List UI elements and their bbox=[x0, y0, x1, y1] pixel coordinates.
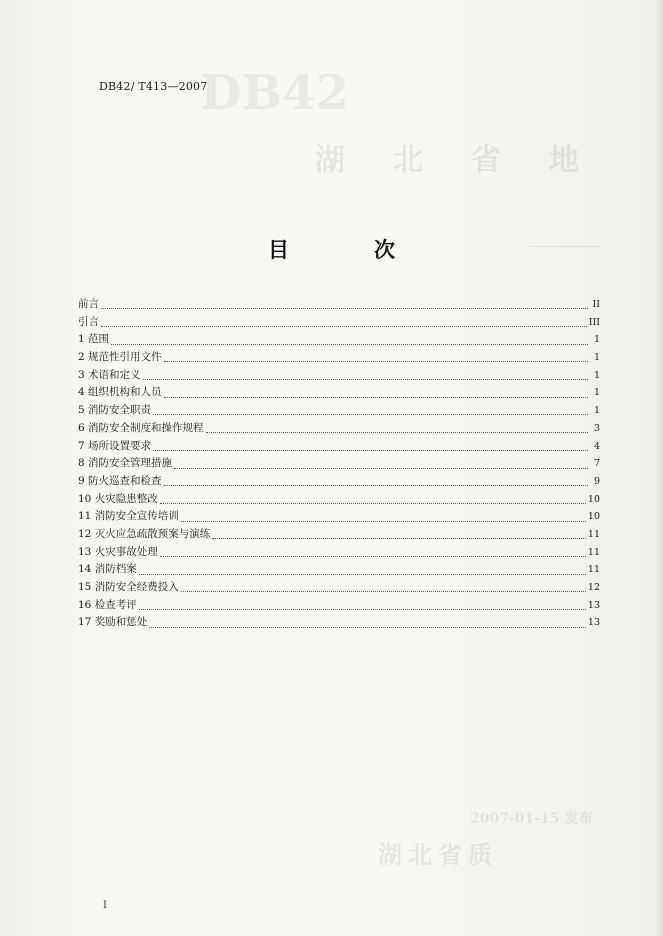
toc-entry[interactable] bbox=[78, 384, 600, 402]
page-title: 目 次 bbox=[268, 237, 427, 262]
toc-leader-dots bbox=[139, 608, 586, 610]
toc-entry[interactable] bbox=[78, 491, 600, 509]
toc-leader-dots bbox=[111, 343, 588, 345]
toc-entry-label: 10 火灾隐患整改 bbox=[78, 492, 158, 505]
toc-entry-label: 13 火灾事故处理 bbox=[78, 545, 158, 558]
toc-leader-dots bbox=[101, 325, 587, 327]
toc-leader-dots bbox=[164, 484, 588, 486]
toc-entry[interactable] bbox=[78, 455, 600, 473]
toc-entry[interactable] bbox=[78, 314, 600, 332]
toc-entry-page: 11 bbox=[587, 528, 600, 540]
toc-entry[interactable] bbox=[78, 367, 600, 385]
toc-entry-page: 1 bbox=[593, 369, 600, 381]
toc-entry-page: 11 bbox=[587, 564, 600, 576]
toc-leader-dots bbox=[164, 396, 588, 398]
toc-entry-page: 3 bbox=[593, 422, 600, 434]
toc-entry-page: 7 bbox=[593, 458, 600, 470]
toc-entry-page: 1 bbox=[593, 334, 600, 346]
toc-entry[interactable] bbox=[78, 544, 600, 562]
toc-entry[interactable] bbox=[78, 579, 600, 597]
toc-entry-page: 10 bbox=[587, 511, 600, 523]
table-of-contents bbox=[78, 296, 600, 632]
toc-entry-label: 8 消防安全管理措施 bbox=[78, 457, 173, 470]
toc-leader-dots bbox=[212, 537, 586, 539]
toc-entry-page: 1 bbox=[593, 352, 600, 364]
toc-entry-label: 9 防火巡查和检查 bbox=[78, 474, 162, 487]
bleed-through-mark: 2007-01-15 发布 bbox=[470, 811, 593, 827]
toc-entry[interactable] bbox=[78, 561, 600, 579]
toc-entry[interactable] bbox=[78, 473, 600, 491]
toc-leader-dots bbox=[139, 573, 586, 575]
toc-entry-label: 6 消防安全制度和操作规程 bbox=[78, 421, 204, 434]
toc-entry[interactable] bbox=[78, 420, 600, 438]
toc-entry-page: 4 bbox=[593, 440, 600, 452]
toc-entry-label: 12 灭火应急疏散预案与演练 bbox=[78, 527, 211, 540]
toc-entry-label: 17 奖励和惩处 bbox=[78, 616, 148, 629]
toc-leader-dots bbox=[206, 431, 588, 433]
toc-entry-label: 3 术语和定义 bbox=[78, 368, 141, 381]
toc-leader-dots bbox=[101, 307, 588, 309]
toc-leader-dots bbox=[149, 626, 586, 628]
toc-leader-dots bbox=[160, 502, 586, 504]
toc-entry-page: 12 bbox=[587, 582, 600, 593]
toc-entry-page: III bbox=[588, 316, 600, 328]
toc-entry-label: 16 检查考评 bbox=[78, 598, 137, 611]
toc-entry[interactable] bbox=[78, 331, 600, 349]
page-number: I bbox=[103, 900, 107, 911]
toc-entry-label: 4 组织机构和人员 bbox=[78, 386, 162, 399]
toc-entry-page: 9 bbox=[593, 475, 600, 487]
toc-entry[interactable] bbox=[78, 438, 600, 456]
toc-leader-dots bbox=[160, 555, 586, 557]
toc-leader-dots bbox=[153, 413, 588, 415]
toc-entry-label: 1 范围 bbox=[78, 333, 110, 346]
document-code: DB42/ T413—2007 bbox=[99, 80, 208, 93]
bleed-through-mark: 湖北省地 bbox=[315, 143, 627, 178]
toc-entry[interactable] bbox=[78, 614, 600, 632]
toc-entry-label: 15 消防安全经费投入 bbox=[78, 581, 179, 593]
toc-leader-dots bbox=[174, 467, 588, 469]
toc-entry-page: 10 bbox=[587, 493, 600, 505]
toc-entry[interactable] bbox=[78, 296, 600, 314]
toc-entry[interactable] bbox=[78, 508, 600, 526]
bleed-through-mark: DB42 bbox=[200, 65, 349, 121]
toc-entry-label: 前言 bbox=[78, 298, 99, 310]
page-edge-shadow bbox=[655, 0, 663, 936]
toc-leader-dots bbox=[143, 378, 588, 380]
toc-entry-label: 引言 bbox=[78, 315, 99, 328]
toc-leader-dots bbox=[181, 520, 586, 522]
toc-entry[interactable] bbox=[78, 526, 600, 544]
toc-entry-page: 1 bbox=[593, 405, 600, 417]
toc-entry-page: 13 bbox=[587, 617, 600, 629]
toc-entry-page: II bbox=[592, 299, 600, 310]
toc-entry-label: 2 规范性引用文件 bbox=[78, 351, 162, 364]
toc-entry-page: 11 bbox=[587, 546, 600, 558]
toc-leader-dots bbox=[181, 590, 586, 592]
toc-entry-label: 11 消防安全宣传培训 bbox=[78, 510, 179, 523]
toc-entry-label: 5 消防安全职责 bbox=[78, 404, 152, 417]
bleed-through-mark: 湖北省质 bbox=[378, 840, 498, 869]
toc-entry-label: 7 场所设置要求 bbox=[78, 439, 152, 452]
toc-entry[interactable] bbox=[78, 349, 600, 367]
toc-leader-dots bbox=[164, 360, 588, 362]
toc-entry-page: 1 bbox=[593, 387, 600, 399]
toc-entry[interactable] bbox=[78, 597, 600, 615]
toc-entry[interactable] bbox=[78, 402, 600, 420]
toc-leader-dots bbox=[153, 449, 588, 451]
toc-entry-label: 14 消防档案 bbox=[78, 563, 137, 576]
toc-entry-page: 13 bbox=[587, 599, 600, 611]
